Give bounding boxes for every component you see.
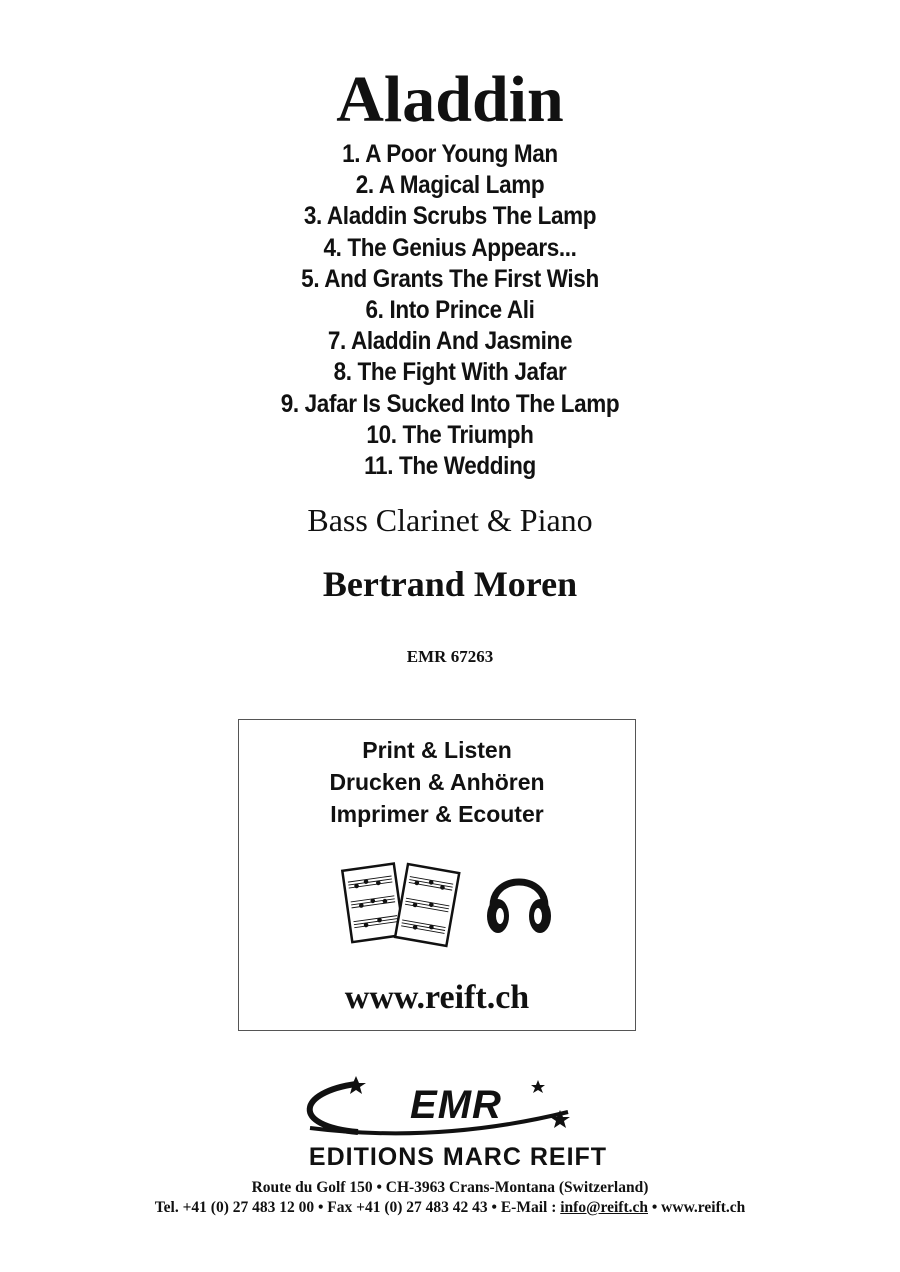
headphones-icon [483,862,555,940]
publisher-address: Route du Golf 150 • CH-3963 Crans-Montana (Switzerland) [251,1179,649,1196]
logo-text: EMR [410,1083,502,1127]
list-item: 11. The Wedding [364,452,536,481]
movement-list [0,139,900,482]
list-item: 2. A Magical Lamp [355,171,545,200]
list-item: 8. The Fight With Jafar [333,358,567,387]
contact-phone-fax: Tel. +41 (0) 27 483 12 00 • Fax +41 (0) 27 483 42 43 • E-Mail : [154,1199,561,1216]
promo-line-english: Print & Listen [362,737,512,763]
print-listen-box [238,719,636,1031]
list-item: 9. Jafar Is Sucked Into The Lamp [280,389,620,418]
instrumentation: Bass Clarinet & Piano [307,502,593,538]
composer-name: Bertrand Moren [322,564,578,604]
promo-line-german: Drucken & Anhören [329,769,545,795]
promo-line-french: Imprimer & Ecouter [330,801,544,827]
page-title: Aladdin [336,63,564,136]
list-item: 10. The Triumph [366,420,534,449]
list-item: 1. A Poor Young Man [342,140,558,168]
list-item: 7. Aladdin And Jasmine [327,327,573,356]
sheet-music-icon [339,852,469,952]
list-item: 5. And Grants The First Wish [301,264,599,293]
email-link[interactable]: info@reift.ch [560,1199,648,1216]
list-item: 6. Into Prince Ali [365,296,535,325]
catalog-number: EMR 67263 [406,647,494,666]
list-item: 4. The Genius Appears... [323,233,577,262]
emr-logo [238,1074,678,1170]
promo-url[interactable]: www.reift.ch [344,979,530,1016]
publisher-contact [0,1198,900,1218]
contact-website[interactable]: • www.reift.ch [648,1199,746,1216]
list-item: 3. Aladdin Scrubs The Lamp [303,202,597,231]
publisher-name: EDITIONS MARC REIFT [308,1143,608,1170]
